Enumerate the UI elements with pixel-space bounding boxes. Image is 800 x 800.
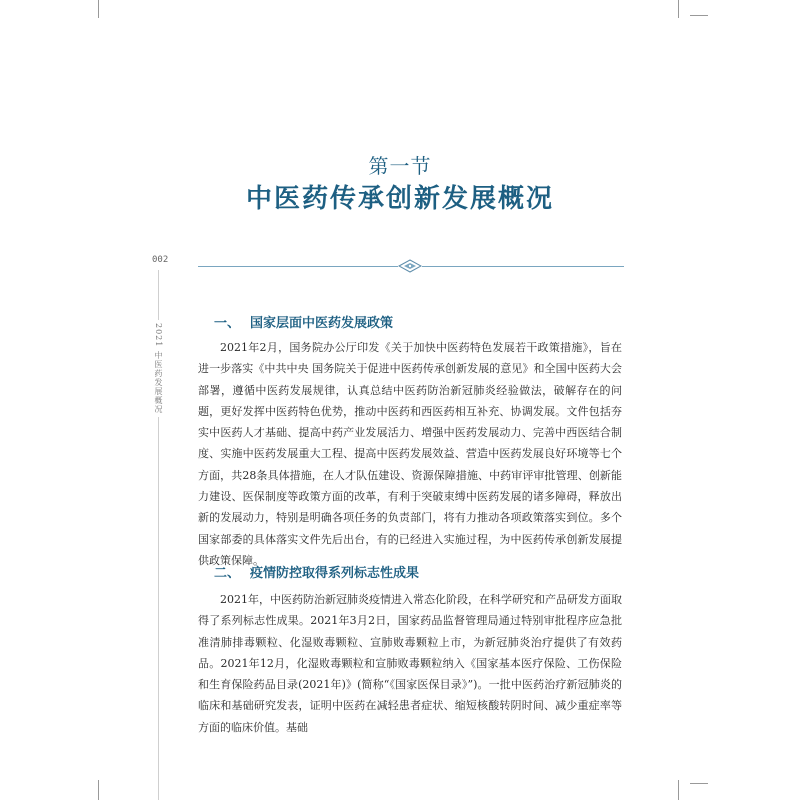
section-heading xyxy=(214,562,419,581)
section-heading-number: 一、 xyxy=(214,316,241,331)
crop-mark xyxy=(690,783,708,784)
chapter-title: 中医药传承创新发展概况 xyxy=(245,184,554,214)
page-number: 002 xyxy=(152,255,169,265)
title-rule-left xyxy=(198,266,398,267)
body-paragraph: 2021年2月，国务院办公厅印发《关于加快中医药特色发展若干政策措施》，旨在进一步落实《中共中央 国务院关于促进中医药传承创新发展的意见》和全国中医药大会部署，遵循中医药发展规律，认真总结中医药防治新冠肺炎经验做法，破解存在的问题，更好发挥中医药特色优势，推动中医药和西医药相互补充、协调发展。文件包括夯实中医药人才基础、提高中药产业发展活力、增强中医药发展动力、完善中西医结合制度、实施中医药发展重大工程、提高中医药发展效益、营造中医药发展良好环境等七个方面，共28条具体措施，在人才队伍建设、资源保障措施、中药审评审批管理、创新能力建设、医保制度等政策方面的改革，有利于突破束缚中医药发展的诸多障碍，释放出新的发展动力，特别是明确各项任务的负责部门，将有力推动各项政策落实到位。多个国家部委的具体落实文件先后出台，有的已经进入实施过程，为中医药传承创新发展提供政策保障。 xyxy=(198,341,622,567)
crop-mark xyxy=(98,780,99,800)
crop-mark xyxy=(678,0,679,18)
section-heading-text: 疫情防控取得系列标志性成果 xyxy=(250,566,420,581)
running-title: 2021 中医药发展概况 xyxy=(150,320,164,417)
section-number: 第一节 xyxy=(368,154,432,178)
crop-mark xyxy=(690,15,708,16)
ornament-icon xyxy=(398,258,422,274)
crop-mark xyxy=(98,0,99,18)
section-heading-number: 二、 xyxy=(214,566,241,581)
section-heading-text: 国家层面中医药发展政策 xyxy=(250,316,394,331)
body-paragraph: 2021年，中医药防治新冠肺炎疫情进入常态化阶段，在科学研究和产品研发方面取得了系列标志性成果。2021年3月2日，国家药品监督管理局通过特别审批程序应急批准清肺排毒颗粒、化湿败毒颗粒、宣肺败毒颗粒上市，为新冠肺炎治疗提供了有效药品。2021年12月，化湿败毒颗粒和宣肺败毒颗粒纳入《国家基本医疗保险、工伤保险和生育保险药品目录(2021年)》(简称“《国家医保目录》”)。一批中医药治疗新冠肺炎的临床和基础研究发表，证明中医药在减轻患者症状、缩短核酸转阴时间、减少重症率等方面的临床价值。基础 xyxy=(198,593,622,734)
title-rule-right xyxy=(422,266,624,267)
section-heading xyxy=(214,312,393,331)
crop-mark xyxy=(678,780,679,800)
